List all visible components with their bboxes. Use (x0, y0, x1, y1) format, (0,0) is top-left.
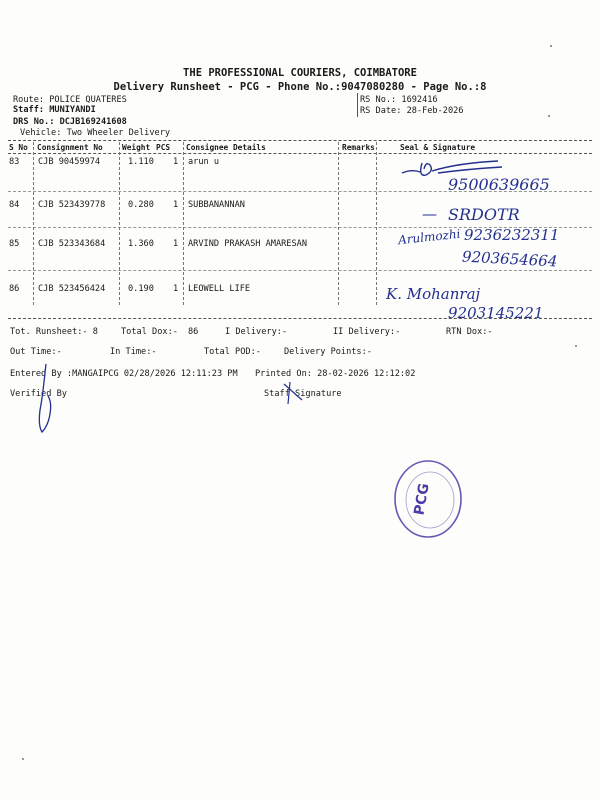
row-sno: 84 (9, 200, 20, 210)
runsheet-subtitle: Delivery Runsheet - PCG - Phone No.:9047080280 - Page No.:8 (113, 81, 487, 93)
col-pcs: PCS (156, 143, 171, 152)
col-remarks: Remarks (342, 143, 375, 152)
vehicle-label: Vehicle: Two Wheeler Delivery (20, 128, 171, 138)
total-dox-label: Total Dox:- (121, 327, 178, 337)
ii-delivery: II Delivery:- (333, 327, 401, 337)
scan-speck (548, 115, 550, 117)
scan-speck (575, 345, 577, 347)
row-consignment: CJB 90459974 (38, 157, 101, 167)
col-consignee: Consignee Details (186, 143, 266, 152)
row-weight: 0.280 (128, 200, 154, 210)
company-title: THE PROFESSIONAL COURIERS, COIMBATORE (183, 67, 417, 79)
col-sno: S No (9, 143, 28, 152)
ink-mark-printed (280, 380, 310, 410)
handwritten-name-85: Arulmozhi (397, 226, 462, 248)
handwritten-name-86: K. Mohanraj (386, 285, 481, 303)
row-weight: 1.360 (128, 239, 154, 249)
handwritten-phone-85b: 9203654664 (461, 247, 558, 271)
total-runsheet: Tot. Runsheet:- 8 (10, 327, 98, 337)
row-consignee: arun u (188, 157, 220, 167)
scan-speck (550, 45, 552, 47)
col-seal-signature: Seal & Signature (400, 143, 476, 152)
handwritten-phone-85a: 9236232311 (464, 226, 560, 244)
row-sno: 86 (9, 284, 20, 294)
header-bottom-rule (8, 153, 592, 154)
scan-speck (22, 758, 24, 760)
row-consignment: CJB 523343684 (38, 239, 106, 249)
staff-label: Staff: MUNIYANDI (13, 105, 96, 115)
handwritten-dash-84: — (422, 205, 437, 223)
handwritten-phone-86: 9203145221 (448, 304, 544, 322)
delivery-points: Delivery Points:- (284, 347, 372, 357)
meta-divider (357, 93, 358, 117)
col-consignment: Consignment No (37, 143, 103, 152)
row-consignee: ARVIND PRAKASH AMARESAN (188, 239, 307, 249)
row-pcs: 1 (173, 157, 179, 167)
rtn-dox: RTN Dox:- (446, 327, 493, 337)
i-delivery: I Delivery:- (225, 327, 288, 337)
handwritten-name-84: SRDOTR (448, 205, 520, 224)
route-label: Route: POLICE QUATERES (13, 95, 127, 105)
staff-signature-label: Staff Signature (264, 389, 342, 399)
table-row (0, 157, 600, 171)
row-pcs: 1 (173, 200, 179, 210)
signature-verified-by (28, 360, 68, 440)
header-top-rule (8, 140, 592, 141)
row-consignee: SUBBANANNAN (188, 200, 245, 210)
row-weight: 1.110 (128, 157, 154, 167)
row-rule (8, 270, 592, 271)
table-row (0, 284, 600, 298)
entered-by: Entered By :MANGAIPCG 02/28/2026 12:11:23 PM (10, 369, 238, 379)
row-sno: 85 (9, 239, 20, 249)
col-weight: Weight (122, 143, 151, 152)
verified-by: Verified By (10, 389, 67, 399)
in-time: In Time:- (110, 347, 157, 357)
pcg-stamp (392, 458, 464, 540)
row-weight: 0.190 (128, 284, 154, 294)
row-consignment: CJB 523439778 (38, 200, 106, 210)
rs-date: RS Date: 28-Feb-2026 (360, 106, 464, 116)
stamp-text: PCG (411, 482, 433, 517)
out-time: Out Time:- (10, 347, 62, 357)
total-dox-value: 86 (188, 327, 199, 337)
row-pcs: 1 (173, 239, 179, 249)
handwritten-phone-83: 9500639665 (448, 175, 550, 194)
row-pcs: 1 (173, 284, 179, 294)
rs-number: RS No.: 1692416 (360, 95, 438, 105)
row-sno: 83 (9, 157, 20, 167)
drs-number: DRS No.: DCJB169241608 (13, 117, 127, 127)
row-consignment: CJB 523456424 (38, 284, 106, 294)
printed-on: Printed On: 28-02-2026 12:12:02 (255, 369, 416, 379)
row-consignee: LEOWELL LIFE (188, 284, 251, 294)
total-pod: Total POD:- (204, 347, 261, 357)
